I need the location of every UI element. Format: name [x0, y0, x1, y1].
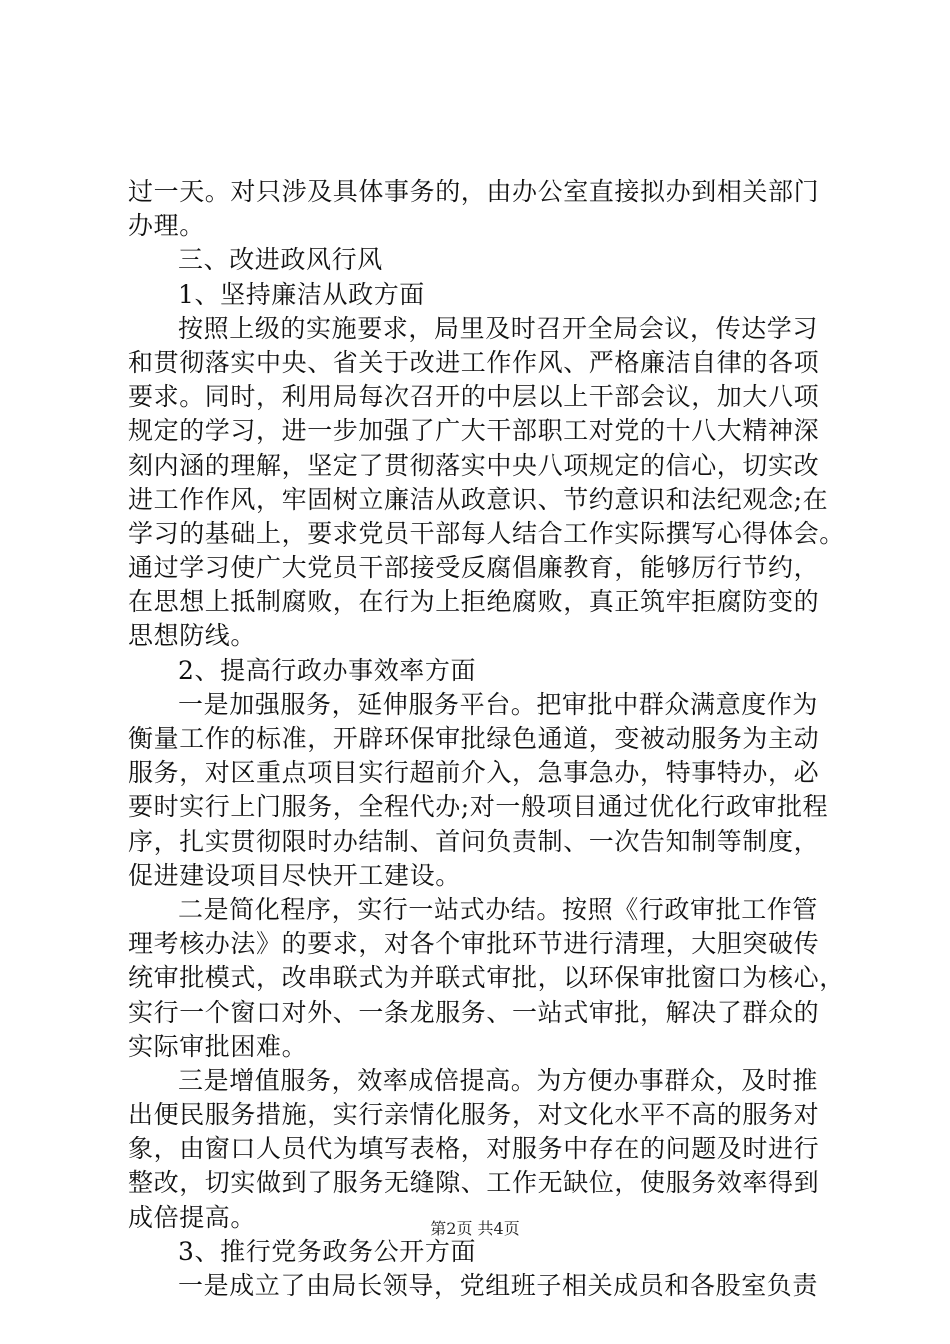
text-line: 统审批模式，改串联式为并联式审批，以环保审批窗口为核心， — [128, 963, 845, 993]
text-line: 学习的基础上，要求党员干部每人结合工作实际撰写心得体会。 — [128, 518, 845, 548]
text-line: 在思想上抵制腐败，在行为上拒绝腐败，真正筑牢拒腐防变的 — [128, 587, 820, 617]
text-line: 序，扎实贯彻限时办结制、首问负责制、一次告知制等制度， — [128, 826, 820, 856]
text-line: 出便民服务措施，实行亲情化服务，对文化水平不高的服务对 — [128, 1100, 820, 1130]
text-line: 办理。 — [128, 211, 205, 241]
text-line: 三、改进政风行风 — [178, 245, 383, 275]
text-line: 思想防线。 — [128, 621, 257, 651]
text-line: 促进建设项目尽快开工建设。 — [128, 860, 461, 890]
text-line: 一是成立了由局长领导，党组班子相关成员和各股室负责 — [178, 1271, 819, 1300]
text-line: 三是增值服务，效率成倍提高。为方便办事群众，及时推 — [178, 1065, 819, 1095]
text-line: 一是加强服务，延伸服务平台。把审批中群众满意度作为 — [178, 689, 819, 719]
text-line: 通过学习使广大党员干部接受反腐倡廉教育，能够厉行节约， — [128, 553, 820, 583]
text-line: 整改，切实做到了服务无缝隙、工作无缺位，使服务效率得到 — [128, 1168, 820, 1198]
text-line: 理考核办法》的要求，对各个审批环节进行清理，大胆突破传 — [128, 929, 820, 959]
text-line: 象，由窗口人员代为填写表格，对服务中存在的问题及时进行 — [128, 1134, 820, 1164]
text-line: 二是简化程序，实行一站式办结。按照《行政审批工作管 — [178, 894, 819, 924]
text-line: 过一天。对只涉及具体事务的，由办公室直接拟办到相关部门 — [128, 177, 820, 206]
text-line: 2、提高行政办事效率方面 — [178, 655, 477, 685]
text-line: 3、推行党务政务公开方面 — [178, 1236, 477, 1266]
text-line: 刻内涵的理解，坚定了贯彻落实中央八项规定的信心，切实改 — [128, 450, 820, 480]
text-line: 规定的学习，进一步加强了广大干部职工对党的十八大精神深 — [128, 416, 820, 446]
text-line: 衡量工作的标准，开辟环保审批绿色通道，变被动服务为主动 — [128, 724, 820, 753]
text-line: 按照上级的实施要求，局里及时召开全局会议，传达学习 — [178, 313, 819, 343]
text-line: 实行一个窗口对外、一条龙服务、一站式审批，解决了群众的 — [128, 997, 820, 1027]
document-body — [128, 175, 845, 1303]
text-line: 进工作作风，牢固树立廉洁从政意识、节约意识和法纪观念;在 — [128, 484, 829, 514]
text-line: 服务，对区重点项目实行超前介入，急事急办，特事特办，必 — [128, 758, 820, 788]
text-line: 1、坚持廉洁从政方面 — [178, 279, 425, 309]
text-line: 成倍提高。 — [128, 1202, 257, 1232]
page-footer: 第2页 共4页 — [430, 1219, 520, 1238]
text-line: 和贯彻落实中央、省关于改进工作作风、严格廉洁自律的各项 — [128, 347, 820, 377]
text-line: 要时实行上门服务，全程代办;对一般项目通过优化行政审批程 — [128, 792, 829, 822]
text-line: 实际审批困难。 — [128, 1031, 308, 1061]
text-line: 要求。同时，利用局每次召开的中层以上干部会议，加大八项 — [128, 382, 820, 412]
